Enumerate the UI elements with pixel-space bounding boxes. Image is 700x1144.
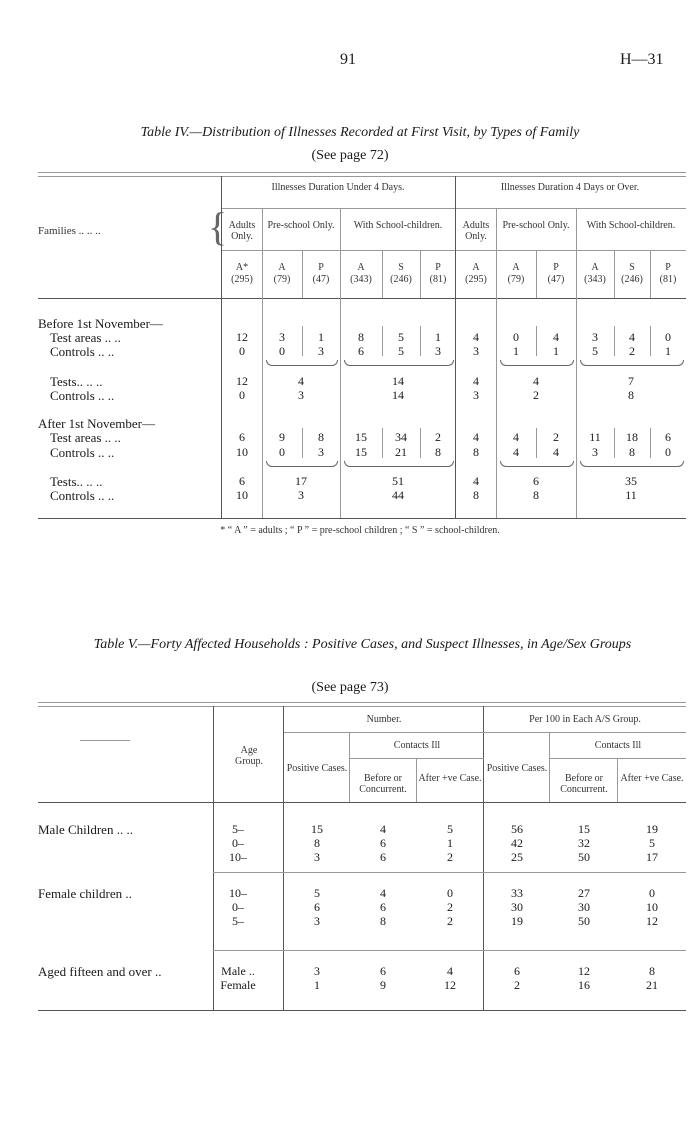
table5-cell: 1 — [314, 978, 320, 992]
table4-cell: 34 — [395, 430, 407, 444]
table4-before-heading: Before 1st November— — [38, 316, 163, 331]
table4-cell: 4 — [298, 374, 304, 388]
table4-count-8: (47) — [547, 274, 565, 285]
table4-cell: 44 — [392, 488, 404, 502]
table4-cell: 4 — [473, 430, 479, 444]
table5-cell: 2 — [447, 900, 453, 914]
table-rule — [650, 250, 651, 298]
table4-count-6: (295) — [465, 274, 487, 285]
table5-cell: 56 — [511, 822, 523, 836]
table5-group-label: Male Children .. .. — [38, 822, 133, 837]
table-rule — [614, 250, 615, 298]
table5-positive-header-2: Positive Cases. — [486, 763, 548, 774]
table4-cell: 4 — [553, 330, 559, 344]
table5-cell: 15 — [311, 822, 323, 836]
table5-cell: 30 — [511, 900, 523, 914]
table4-cell: 0 — [665, 330, 671, 344]
table4-cell: 3 — [435, 344, 441, 358]
left-brace-icon: { — [208, 204, 228, 249]
table4-code-8: P — [553, 262, 559, 273]
brace-icon — [266, 461, 338, 467]
table5-cell: 8 — [314, 836, 320, 850]
table4-subheader-1: Pre-school Only. — [267, 220, 335, 231]
table4-subheader-0: Adults Only. — [228, 220, 256, 242]
table4-count-3: (343) — [350, 274, 372, 285]
table5-cell: 2 — [514, 978, 520, 992]
table4-cell: 0 — [279, 445, 285, 459]
table4-cell: 10 — [236, 488, 248, 502]
table4-cell: 21 — [395, 445, 407, 459]
table5-before-header: Before or Concurrent. — [359, 773, 407, 795]
table5-cell: 10– — [229, 850, 247, 864]
table5-cell: 4 — [380, 886, 386, 900]
table4-title: Table IV.—Distribution of Illnesses Recorded at First Visit, by Types of Family — [140, 125, 580, 140]
table-rule — [350, 758, 484, 759]
table5-cell: 6 — [380, 836, 386, 850]
table-rule — [38, 802, 686, 803]
table4-cell: 7 — [628, 374, 634, 388]
table5-cell: 0 — [649, 886, 655, 900]
table4-cell: 8 — [435, 445, 441, 459]
table5-cell: 8 — [649, 964, 655, 978]
table4-cell: 5 — [398, 344, 404, 358]
table4-count-4: (246) — [390, 274, 412, 285]
table4-cell: 5 — [398, 330, 404, 344]
brace-icon — [344, 360, 454, 366]
table-rule — [284, 732, 686, 733]
table5-cell: 10– — [229, 886, 247, 900]
table5-cell: 6 — [380, 850, 386, 864]
table5-cell: 33 — [511, 886, 523, 900]
table5-cell: 12 — [444, 978, 456, 992]
table5-contacts-header: Contacts Ill — [393, 740, 441, 751]
table5-cell: 50 — [578, 914, 590, 928]
table4-cell: 11 — [589, 430, 601, 444]
table4-row-label: Controls .. .. — [50, 388, 115, 403]
table4-subheader-4: Pre-school Only. — [502, 220, 570, 231]
table5-cell: 0– — [232, 900, 244, 914]
table4-group-over: Illnesses Duration 4 Days or Over. — [500, 182, 640, 193]
table-rule — [262, 208, 263, 298]
brace-icon — [580, 461, 684, 467]
table5-agegroup-header: Age Group. — [234, 745, 264, 767]
table4-cell: 9 — [279, 430, 285, 444]
table4-cell: 3 — [298, 388, 304, 402]
table4-cell: 10 — [236, 445, 248, 459]
table4-cell: 2 — [533, 388, 539, 402]
table4-cell: 4 — [553, 445, 559, 459]
table4-code-9: A — [591, 262, 599, 273]
table4-code-4: S — [398, 262, 404, 273]
table4-cell: 12 — [236, 330, 248, 344]
table4-after-heading: After 1st November— — [38, 416, 155, 431]
table4-cell: 3 — [318, 344, 324, 358]
table4-cell: 8 — [473, 488, 479, 502]
table4-cell: 18 — [626, 430, 638, 444]
table4-cell: 1 — [553, 344, 559, 358]
table4-code-6: A — [472, 262, 480, 273]
table4-cell: 1 — [665, 344, 671, 358]
table4-cell: 1 — [513, 344, 519, 358]
table4-count-9: (343) — [584, 274, 606, 285]
table4-row-label: Test areas .. .. — [50, 430, 121, 445]
table4-cell: 0 — [665, 445, 671, 459]
table4-row-label: Controls .. .. — [50, 445, 115, 460]
table4-cell: 6 — [239, 474, 245, 488]
table4-cell: 2 — [435, 430, 441, 444]
table5-cell: 5 — [649, 836, 655, 850]
table5-cell: 5 — [447, 822, 453, 836]
table4-cell: 8 — [629, 445, 635, 459]
table4-cell: 2 — [553, 430, 559, 444]
table5-cell: 6 — [314, 900, 320, 914]
table4-cell: 17 — [295, 474, 307, 488]
table5-ref: (See page 73) — [311, 680, 389, 695]
table4-code-3: A — [357, 262, 365, 273]
table4-row-label: Test areas .. .. — [50, 330, 121, 345]
table5-cell: 2 — [447, 914, 453, 928]
table4-cell: 5 — [592, 344, 598, 358]
table4-cell: 8 — [628, 388, 634, 402]
table4-code-11: P — [665, 262, 671, 273]
table4-cell: 51 — [392, 474, 404, 488]
table5-cell: 10 — [646, 900, 658, 914]
table5-cell: 27 — [578, 886, 590, 900]
table4-cell: 0 — [239, 344, 245, 358]
page-code: H—31 — [620, 51, 664, 68]
table-rule — [496, 208, 497, 298]
table5-cell: 8 — [380, 914, 386, 928]
table5-cell: 6 — [380, 900, 386, 914]
table5-cell: Female — [220, 978, 256, 992]
table4-cell: 3 — [473, 388, 479, 402]
table5-cell: 42 — [511, 836, 523, 850]
table-rule — [536, 250, 537, 298]
table4-code-7: A — [512, 262, 520, 273]
table4-group-under: Illnesses Duration Under 4 Days. — [271, 182, 405, 193]
table5-cell: 5– — [232, 914, 244, 928]
table4-subheader-2: With School-children. — [353, 220, 443, 231]
table5-cell: 5– — [232, 822, 244, 836]
table4-code-0: A* — [235, 262, 249, 273]
table5-cell: Male .. — [221, 964, 255, 978]
table4-cell: 4 — [473, 374, 479, 388]
table5-cell: 3 — [314, 850, 320, 864]
table4-count-2: (47) — [312, 274, 330, 285]
table4-code-1: A — [278, 262, 286, 273]
table5-cell: 1 — [447, 836, 453, 850]
table4-row-label: Controls .. .. — [50, 488, 115, 503]
brace-icon — [580, 360, 684, 366]
table5-cell: 6 — [514, 964, 520, 978]
table-rule — [420, 250, 421, 298]
table4-cell: 15 — [355, 430, 367, 444]
table5-cell: 5 — [314, 886, 320, 900]
table5-cell: 30 — [578, 900, 590, 914]
table-rule — [302, 250, 303, 298]
table5-positive-header: Positive Cases. — [286, 763, 348, 774]
table5-cell: 19 — [511, 914, 523, 928]
table4-count-7: (79) — [507, 274, 525, 285]
table4-cell: 2 — [629, 344, 635, 358]
table5-cell: 12 — [646, 914, 658, 928]
table4-cell: 1 — [318, 330, 324, 344]
table4-cell: 3 — [298, 488, 304, 502]
table-rule — [213, 872, 686, 873]
table4-cell: 6 — [665, 430, 671, 444]
table4-cell: 3 — [592, 445, 598, 459]
table-rule — [576, 208, 577, 298]
table4-count-1: (79) — [273, 274, 291, 285]
table5-cell: 0 — [447, 886, 453, 900]
table4-cell: 3 — [318, 445, 324, 459]
table4-ref: (See page 72) — [311, 148, 389, 163]
table5-cell: 15 — [578, 822, 590, 836]
table4-cell: 4 — [513, 445, 519, 459]
table4-cell: 15 — [355, 445, 367, 459]
table5-cell: 21 — [646, 978, 658, 992]
table4-cell: 4 — [533, 374, 539, 388]
table4-cell: 14 — [392, 388, 404, 402]
brace-icon — [266, 360, 338, 366]
table4-row-label: Controls .. .. — [50, 344, 115, 359]
table5-cell: 12 — [578, 964, 590, 978]
table4-count-10: (246) — [621, 274, 643, 285]
table4-cell: 6 — [239, 430, 245, 444]
brace-icon — [344, 461, 454, 467]
table4-cell: 8 — [318, 430, 324, 444]
table4-cell: 35 — [625, 474, 637, 488]
table4-cell: 6 — [358, 344, 364, 358]
table4-cell: 12 — [236, 374, 248, 388]
table4-cell: 0 — [279, 344, 285, 358]
table4-count-11: (81) — [659, 274, 677, 285]
table4-cell: 6 — [533, 474, 539, 488]
table5-before-header-2: Before or Concurrent. — [560, 773, 608, 795]
table5-after-header-2: After +ve Case. — [620, 773, 684, 784]
table4-cell: 0 — [513, 330, 519, 344]
table5-cell: 50 — [578, 850, 590, 864]
table5-cell: 25 — [511, 850, 523, 864]
table5-title: Table V.—Forty Affected Households : Positive Cases, and Suspect Illnesses, in Age/Sex Groups — [93, 637, 632, 652]
table4-row-label: Tests.. .. .. — [50, 374, 103, 389]
table4-families-label: Families .. .. .. — [38, 225, 101, 237]
table4-cell: 8 — [358, 330, 364, 344]
table5-after-header: After +ve Case. — [418, 773, 482, 784]
table4-cell: 14 — [392, 374, 404, 388]
table5-cell: 3 — [314, 914, 320, 928]
table4-cell: 4 — [513, 430, 519, 444]
table-rule — [550, 758, 686, 759]
table4-cell: 3 — [473, 344, 479, 358]
table4-subheader-5: With School-children. — [586, 220, 676, 231]
table4-cell: 11 — [625, 488, 637, 502]
table5-number-header: Number. — [366, 714, 402, 725]
brace-icon — [500, 461, 574, 467]
table4-cell: 8 — [533, 488, 539, 502]
table5-cell: 9 — [380, 978, 386, 992]
table4-row-label: Tests.. .. .. — [50, 474, 103, 489]
table4-cell: 3 — [279, 330, 285, 344]
table4-cell: 0 — [239, 388, 245, 402]
table5-cell: 4 — [447, 964, 453, 978]
table4-cell: 4 — [473, 330, 479, 344]
table5-cell: 2 — [447, 850, 453, 864]
table4-cell: 4 — [473, 474, 479, 488]
table5-cell: 4 — [380, 822, 386, 836]
table4-cell: 1 — [435, 330, 441, 344]
table5-group-label: Female children .. — [38, 886, 132, 901]
table4-count-5: (81) — [429, 274, 447, 285]
table-rule — [340, 208, 341, 298]
table5-contacts-header-2: Contacts Ill — [594, 740, 642, 751]
table5-cell: 19 — [646, 822, 658, 836]
table-rule — [382, 250, 383, 298]
page-number: 91 — [340, 51, 356, 68]
table5-group-label: Aged fifteen and over .. — [38, 964, 162, 979]
table4-subheader-3: Adults Only. — [462, 220, 490, 242]
table4-footnote: * “ A ” = adults ; “ P ” = pre-school children ; “ S ” = school-children. — [220, 525, 500, 536]
table4-cell: 4 — [629, 330, 635, 344]
table5-cell: 17 — [646, 850, 658, 864]
table4-code-2: P — [318, 262, 324, 273]
table4-code-10: S — [629, 262, 635, 273]
table4-cell: 3 — [592, 330, 598, 344]
table4-cell: 8 — [473, 445, 479, 459]
table5-cell: 0– — [232, 836, 244, 850]
table5-cell: 3 — [314, 964, 320, 978]
table4-count-0: (295) — [231, 274, 253, 285]
table-rule — [213, 950, 686, 951]
table5-cell: 6 — [380, 964, 386, 978]
table-rule — [80, 740, 130, 741]
table4-code-5: P — [435, 262, 441, 273]
table5-cell: 32 — [578, 836, 590, 850]
table5-per100-header: Per 100 in Each A/S Group. — [529, 714, 641, 725]
brace-icon — [500, 360, 574, 366]
table5-cell: 16 — [578, 978, 590, 992]
